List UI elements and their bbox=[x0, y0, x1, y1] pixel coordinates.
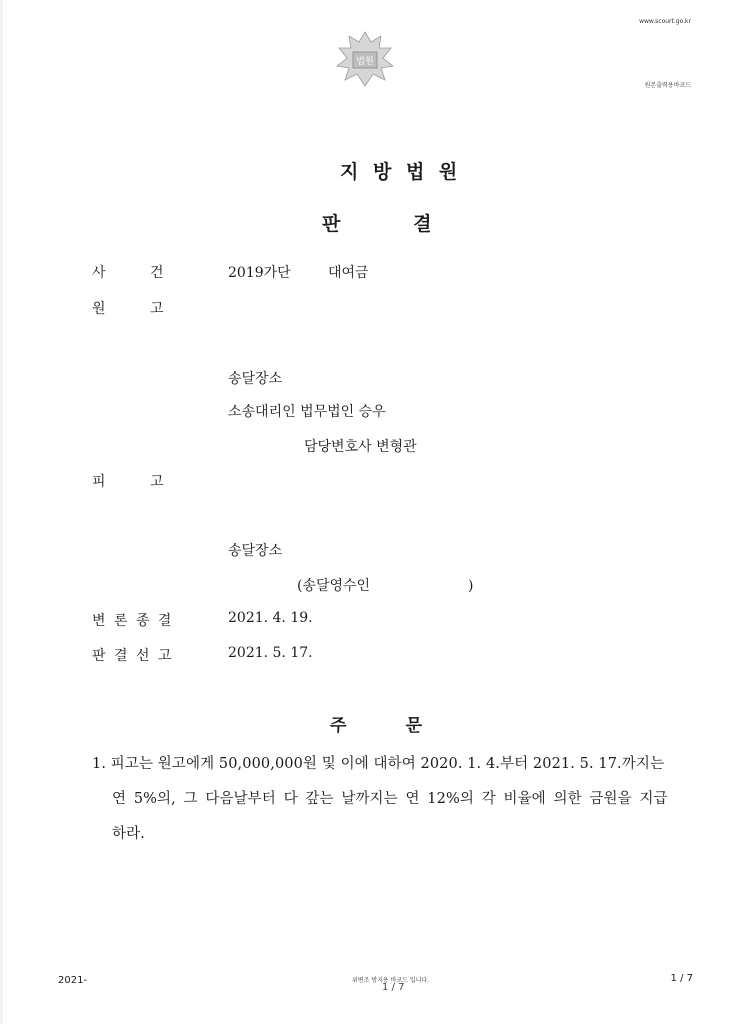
case-label: 사 건 bbox=[92, 265, 164, 281]
barcode-label: 원본출력용바코드 bbox=[644, 82, 691, 89]
pronounce-label: 판 결 선 고 bbox=[92, 648, 174, 664]
emblem-text: 법원 bbox=[356, 57, 374, 67]
case-subject: 대여금 bbox=[328, 265, 369, 281]
scan-edge bbox=[0, 0, 3, 1024]
closing-date: 2021. 4. 19. bbox=[228, 610, 313, 626]
case-number: 2019가단 bbox=[228, 265, 291, 281]
footer-doc-number: 2021- bbox=[58, 975, 88, 986]
site-url: www.scourt.go.kr bbox=[639, 18, 691, 25]
order-title: 주 문 bbox=[330, 716, 423, 736]
document-title: 판 결 bbox=[322, 213, 432, 235]
footer-center-page: 1 / 7 bbox=[382, 982, 405, 993]
pronounce-date: 2021. 5. 17. bbox=[228, 645, 313, 661]
order-line-1: 1. 피고는 원고에게 50,000,000원 및 이에 대하여 2020. 1. 4.부터 2021. 5. 17.까지는 bbox=[92, 756, 665, 772]
court-emblem bbox=[333, 30, 397, 90]
defendant-label: 피 고 bbox=[92, 474, 164, 490]
defendant-receiver: (송달영수인 ) bbox=[297, 578, 474, 594]
footer-barcode-note: 위변조 방지용 바코드 입니다. bbox=[352, 977, 430, 984]
footer-page-number: 1 / 7 bbox=[670, 973, 693, 984]
plaintiff-attorney: 담당변호사 변형관 bbox=[304, 439, 417, 455]
defendant-address-label: 송달장소 bbox=[228, 543, 283, 559]
order-line-2: 연 5%의, 그 다음날부터 다 갚는 날까지는 연 12%의 각 비율에 의한 금원을 지급 bbox=[112, 791, 668, 807]
plaintiff-address-label: 송달장소 bbox=[228, 371, 283, 387]
closing-label: 변 론 종 결 bbox=[92, 613, 174, 629]
plaintiff-representative: 소송대리인 법무법인 승우 bbox=[228, 404, 386, 420]
court-name: 지 방 법 원 bbox=[340, 161, 462, 183]
plaintiff-label: 원 고 bbox=[92, 301, 164, 317]
order-line-3: 하라. bbox=[112, 826, 145, 842]
